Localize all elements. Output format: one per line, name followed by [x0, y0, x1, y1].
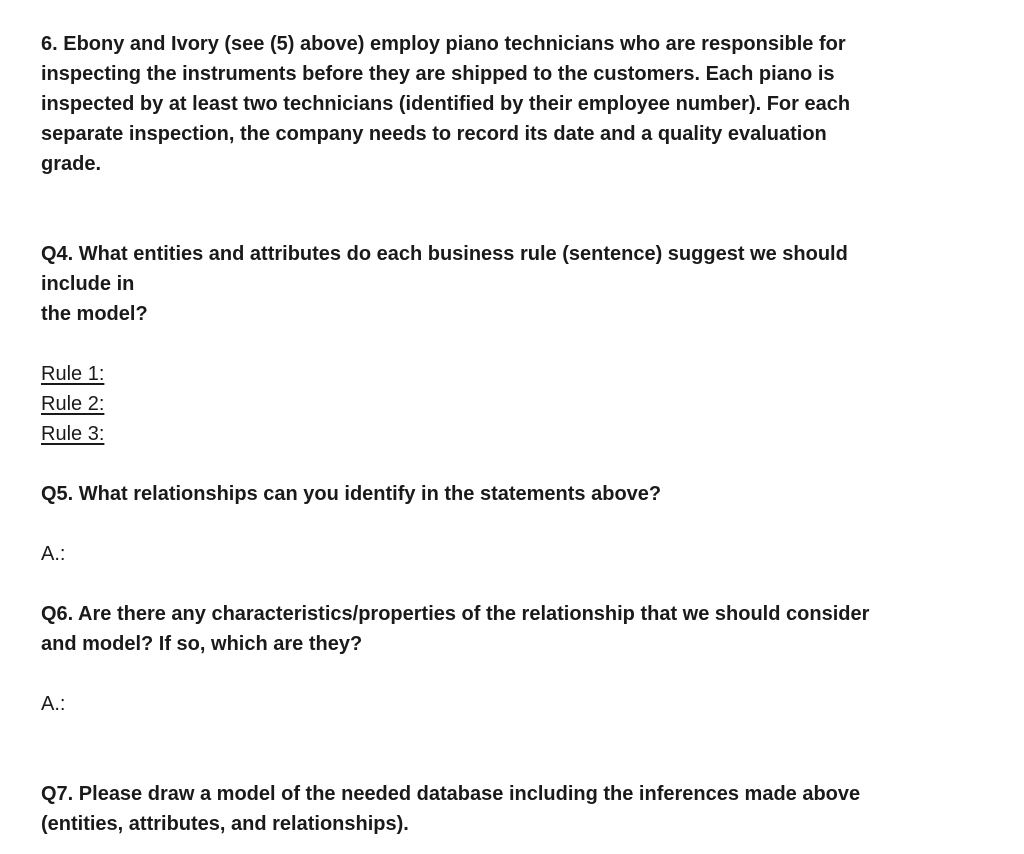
- question-7: [41, 779, 991, 839]
- spacer: [41, 719, 991, 779]
- business-rule-6: [41, 29, 991, 179]
- spacer: [41, 179, 991, 239]
- q6-answer-label: A.:: [41, 693, 66, 715]
- q7-line: Q7. Please draw a model of the needed database including the inferences made above: [41, 783, 861, 805]
- rule6-line: grade.: [41, 153, 102, 175]
- q6-line: and model? If so, which are they?: [41, 633, 363, 655]
- rule-3-label: Rule 3:: [41, 423, 105, 445]
- spacer: [41, 329, 991, 359]
- question-5: [41, 479, 991, 509]
- rule-2-label: Rule 2:: [41, 393, 105, 415]
- rule-1-label: Rule 1:: [41, 363, 105, 385]
- q5-question: Q5. What relationships can you identify in the statements above?: [41, 483, 662, 505]
- document-body: [41, 29, 991, 839]
- question-6: [41, 599, 991, 659]
- question-4: [41, 239, 991, 329]
- rule6-line: inspecting the instruments before they are shipped to the customers. Each piano is: [41, 63, 835, 85]
- q4-line: Q4. What entities and attributes do each business rule (sentence) suggest we should: [41, 243, 848, 265]
- rule6-line: separate inspection, the company needs to record its date and a quality evaluation: [41, 123, 827, 145]
- spacer: [41, 449, 991, 479]
- spacer: [41, 659, 991, 689]
- q7-line: (entities, attributes, and relationships).: [41, 813, 409, 835]
- q4-line: include in: [41, 273, 135, 295]
- q6-line: Q6. Are there any characteristics/properties of the relationship that we should consider: [41, 603, 870, 625]
- spacer: [41, 509, 991, 539]
- rule6-line: 6. Ebony and Ivory (see (5) above) employ piano technicians who are responsible for: [41, 33, 846, 55]
- q4-line: the model?: [41, 303, 148, 325]
- q5-answer-label: A.:: [41, 543, 66, 565]
- q4-rule-answers: [41, 359, 991, 449]
- rule6-line: inspected by at least two technicians (identified by their employee number). For each: [41, 93, 851, 115]
- spacer: [41, 569, 991, 599]
